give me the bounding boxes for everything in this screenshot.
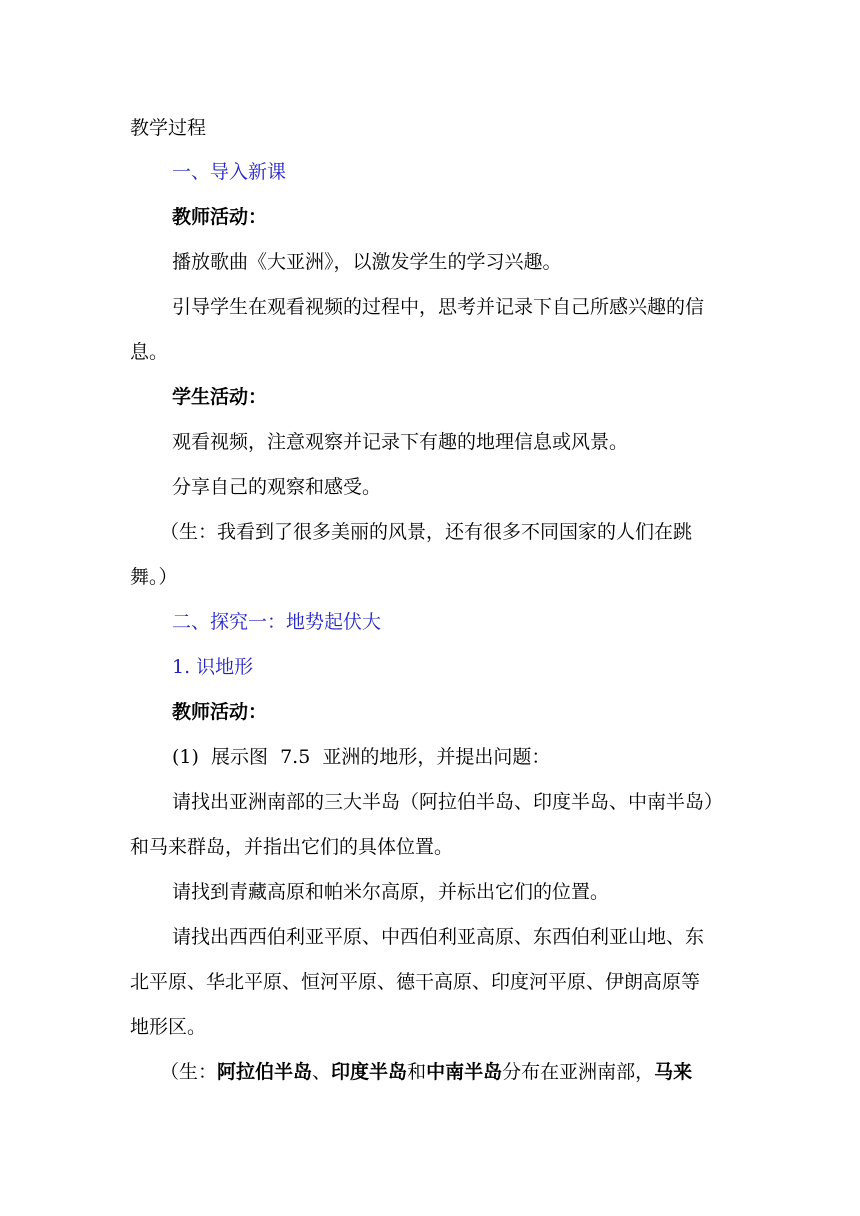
connector: 分布在亚洲南部， <box>502 1061 655 1083</box>
teacher-activity-label: 教师活动： <box>172 206 268 228</box>
subsection-title: 1. 识地形 <box>172 656 254 678</box>
paragraph: 观看视频，注意观察并记录下有趣的地理信息或风景。 <box>172 431 629 453</box>
paragraph-continuation: 和马来群岛，并指出它们的具体位置。 <box>130 836 454 858</box>
paragraph: 请找到青藏高原和帕米尔高原，并标出它们的位置。 <box>172 881 610 903</box>
paragraph: 播放歌曲《大亚洲》，以激发学生的学习兴趣。 <box>172 251 562 273</box>
paragraph: 引导学生在观看视频的过程中，思考并记录下自己所感兴趣的信 <box>172 296 705 318</box>
answer-paragraph <box>160 1058 760 1086</box>
paragraph-continuation: 息。 <box>130 341 169 363</box>
term-arabian-peninsula: 阿拉伯半岛 <box>217 1061 313 1083</box>
section-heading: 教学过程 <box>130 117 207 139</box>
paragraph-continuation: 地形区。 <box>130 1016 207 1038</box>
paragraph: （生：我看到了很多美丽的风景，还有很多不同国家的人们在跳 <box>160 521 693 543</box>
student-activity-label: 学生活动： <box>172 386 268 408</box>
connector: 、 <box>312 1061 332 1083</box>
term-indochina-peninsula: 中南半岛 <box>426 1061 503 1083</box>
paragraph: 请找出亚洲南部的三大半岛（阿拉伯半岛、印度半岛、中南半岛） <box>172 791 724 813</box>
teacher-activity-label: 教师活动： <box>172 701 268 723</box>
paragraph: 分享自己的观察和感受。 <box>172 476 382 498</box>
answer-prefix: （生： <box>160 1061 218 1083</box>
paragraph: (1) 展示图 7.5 亚洲的地形，并提出问题： <box>172 746 551 768</box>
connector: 和 <box>407 1061 427 1083</box>
term-indian-peninsula: 印度半岛 <box>331 1061 408 1083</box>
paragraph-continuation: 北平原、华北平原、恒河平原、德干高原、印度河平原、伊朗高原等 <box>130 971 701 993</box>
section-title-1: 一、导入新课 <box>172 161 287 183</box>
term-malay: 马来 <box>654 1061 693 1083</box>
section-title-2: 二、探究一：地势起伏大 <box>172 611 382 633</box>
paragraph-continuation: 舞。） <box>130 566 178 588</box>
paragraph: 请找出西西伯利亚平原、中西伯利亚高原、东西伯利亚山地、东 <box>172 926 705 948</box>
